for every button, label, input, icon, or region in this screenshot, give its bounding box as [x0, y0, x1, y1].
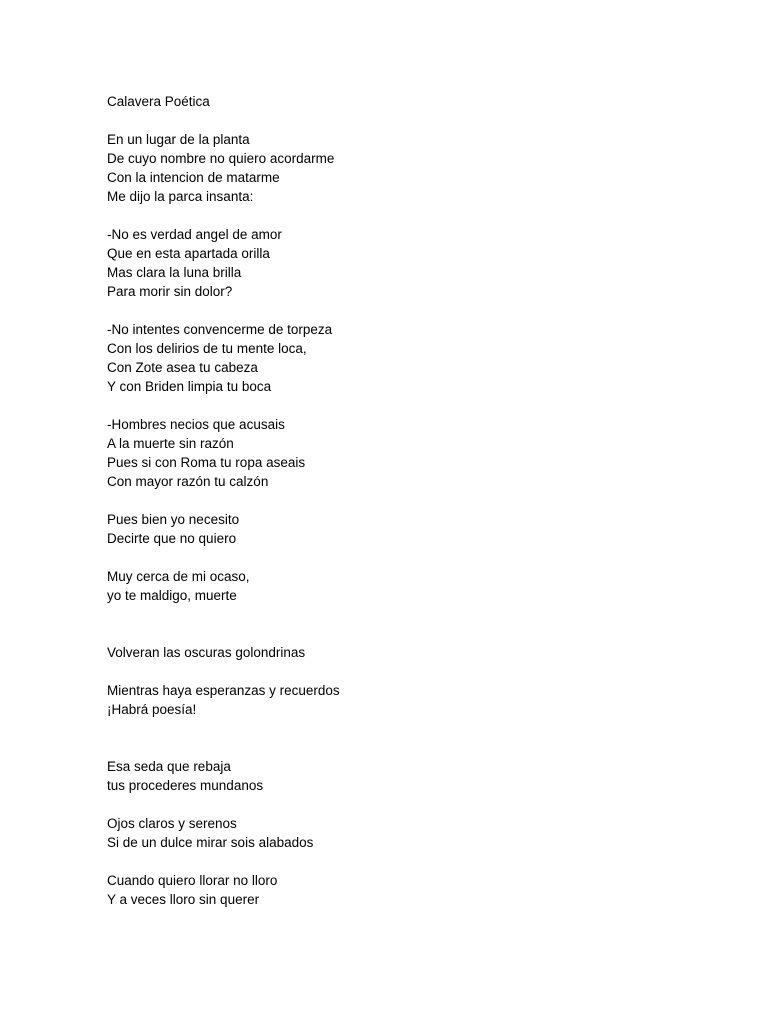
poem-line: Con los delirios de tu mente loca, [107, 341, 307, 356]
poem-line: Y con Briden limpia tu boca [107, 379, 272, 394]
blank-line [107, 301, 707, 320]
blank-line [107, 491, 707, 510]
blank-line [107, 111, 707, 130]
poem-line: Esa seda que rebaja [107, 759, 231, 774]
poem-line: Volveran las oscuras golondrinas [107, 645, 306, 660]
poem-line: Muy cerca de mi ocaso, [107, 569, 250, 584]
poem-line: ¡Habrá poesía! [107, 702, 197, 717]
poem-line: Que en esta apartada orilla [107, 246, 270, 261]
poem-line: Con Zote asea tu cabeza [107, 360, 258, 375]
poem-line: Mas clara la luna brilla [107, 265, 242, 280]
poem-line: -No intentes convencerme de torpeza [107, 322, 333, 337]
poem-line: Decirte que no quiero [107, 531, 237, 546]
blank-line [107, 624, 707, 643]
poem-line: Con la intencion de matarme [107, 170, 280, 185]
blank-line [107, 605, 707, 624]
poem-line: Me dijo la parca insanta: [107, 189, 254, 204]
poem-line: Mientras haya esperanzas y recuerdos [107, 683, 340, 698]
blank-line [107, 548, 707, 567]
blank-line [107, 719, 707, 738]
poem-line: tus procederes mundanos [107, 778, 264, 793]
blank-line [107, 738, 707, 757]
poem-line: Con mayor razón tu calzón [107, 474, 269, 489]
poem-title: Calavera Poética [107, 94, 210, 109]
poem-line: Pues bien yo necesito [107, 512, 240, 527]
poem-line: De cuyo nombre no quiero acordarme [107, 151, 335, 166]
poem-line: Si de un dulce mirar sois alabados [107, 835, 314, 850]
poem-line: En un lugar de la planta [107, 132, 250, 147]
blank-line [107, 396, 707, 415]
poem-line: Pues si con Roma tu ropa aseais [107, 455, 306, 470]
poem-text [107, 92, 707, 909]
blank-line [107, 662, 707, 681]
poem-line: Cuando quiero llorar no lloro [107, 873, 278, 888]
poem-line: Ojos claros y serenos [107, 816, 237, 831]
poem-line: yo te maldigo, muerte [107, 588, 237, 603]
poem-line: A la muerte sin razón [107, 436, 234, 451]
poem-line: Y a veces lloro sin querer [107, 892, 260, 907]
blank-line [107, 206, 707, 225]
poem-line: -No es verdad angel de amor [107, 227, 282, 242]
blank-line [107, 795, 707, 814]
poem-line: Para morir sin dolor? [107, 284, 233, 299]
poem-line: -Hombres necios que acusais [107, 417, 285, 432]
blank-line [107, 852, 707, 871]
